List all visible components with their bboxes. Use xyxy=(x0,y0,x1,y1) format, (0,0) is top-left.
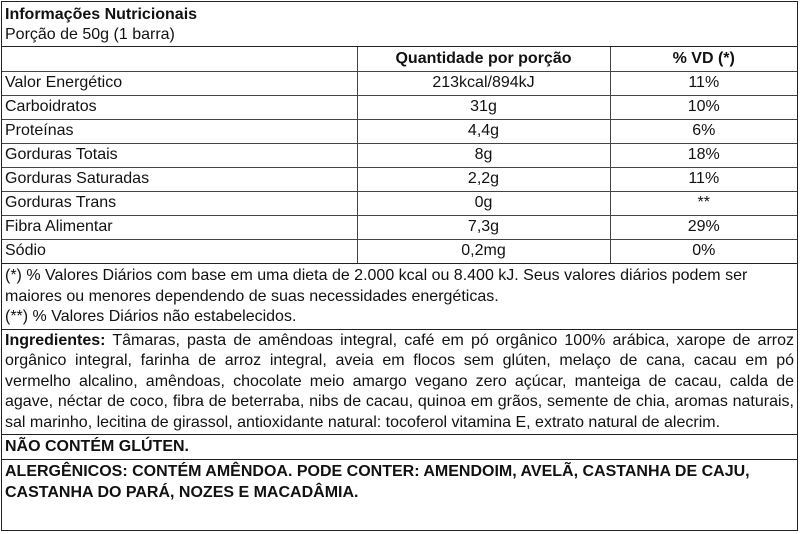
nutrient-name: Gorduras Trans xyxy=(2,191,357,215)
table-row xyxy=(2,71,797,95)
nutrient-name: Valor Energético xyxy=(2,71,357,95)
table-row xyxy=(2,95,797,119)
gluten-statement: NÃO CONTÉM GLÚTEN. xyxy=(2,434,797,459)
ingredients-text: Tâmaras, pasta de amêndoas integral, café em pó orgânico 100% arábica, xarope de arroz orgânico integral, farinha de arroz integral, aveia em flocos sem glúten, melaço de cana, cacau em pó vermelho alcalino, amêndoas, chocolate meio amargo vegano zero açúcar, manteiga de cacau, calda de agave, néctar de coco, fibra de beterraba, nibs de cacau, quinoa em grãos, semente de chia, aromas naturais, sal marinho, lecitina de girassol, antioxidante natural: tocoferol vitamina E, extrato natural de alecrim. xyxy=(5,331,794,431)
footnotes xyxy=(2,263,797,329)
nutrient-amount: 213kcal/894kJ xyxy=(357,71,610,95)
ingredients xyxy=(2,329,797,435)
nutrient-amount: 31g xyxy=(357,95,610,119)
ingredients-heading: Ingredientes: xyxy=(5,331,106,349)
footnote-not-established: (**) % Valores Diários não estabelecidos. xyxy=(5,308,297,325)
allergen-statement: ALERGÊNICOS: CONTÉM AMÊNDOA. PODE CONTER: AMENDOIM, AVELÃ, CASTANHA DE CAJU, CASTANHA DO PARÁ, NOZES E MACADÂMIA. xyxy=(2,459,797,504)
table-header-row xyxy=(2,47,797,71)
table-row xyxy=(2,119,797,143)
nutrient-amount: 8g xyxy=(357,143,610,167)
nutrient-dv: 18% xyxy=(610,143,797,167)
serving-size: Porção de 50g (1 barra) xyxy=(5,26,175,43)
nutrient-amount: 0g xyxy=(357,191,610,215)
table-row xyxy=(2,239,797,263)
nutrient-dv: 0% xyxy=(610,239,797,263)
nutrient-dv: 10% xyxy=(610,95,797,119)
nutrient-amount: 2,2g xyxy=(357,167,610,191)
nutrient-amount: 4,4g xyxy=(357,119,610,143)
header-dv: % VD (*) xyxy=(610,47,797,71)
nutrient-dv: 11% xyxy=(610,71,797,95)
nutrient-dv: 11% xyxy=(610,167,797,191)
nutrition-table xyxy=(2,47,797,263)
nutrient-dv: 29% xyxy=(610,215,797,239)
nutrient-name: Sódio xyxy=(2,239,357,263)
table-row xyxy=(2,191,797,215)
nutrition-label xyxy=(1,1,798,531)
table-row xyxy=(2,143,797,167)
label-header xyxy=(2,2,797,47)
footnote-daily-values: (*) % Valores Diários com base em uma dieta de 2.000 kcal ou 8.400 kJ. Seus valores diários podem ser maiores ou menores dependendo de suas necessidades energéticas. xyxy=(5,267,748,305)
table-row xyxy=(2,167,797,191)
label-title: Informações Nutricionais xyxy=(5,6,198,23)
nutrient-amount: 7,3g xyxy=(357,215,610,239)
nutrient-dv: ** xyxy=(610,191,797,215)
nutrient-name: Gorduras Totais xyxy=(2,143,357,167)
nutrient-dv: 6% xyxy=(610,119,797,143)
nutrient-name: Gorduras Saturadas xyxy=(2,167,357,191)
nutrient-name: Fibra Alimentar xyxy=(2,215,357,239)
nutrient-name: Carboidratos xyxy=(2,95,357,119)
table-row xyxy=(2,215,797,239)
nutrient-amount: 0,2mg xyxy=(357,239,610,263)
header-nutrient xyxy=(2,47,357,71)
header-amount: Quantidade por porção xyxy=(357,47,610,71)
nutrient-name: Proteínas xyxy=(2,119,357,143)
